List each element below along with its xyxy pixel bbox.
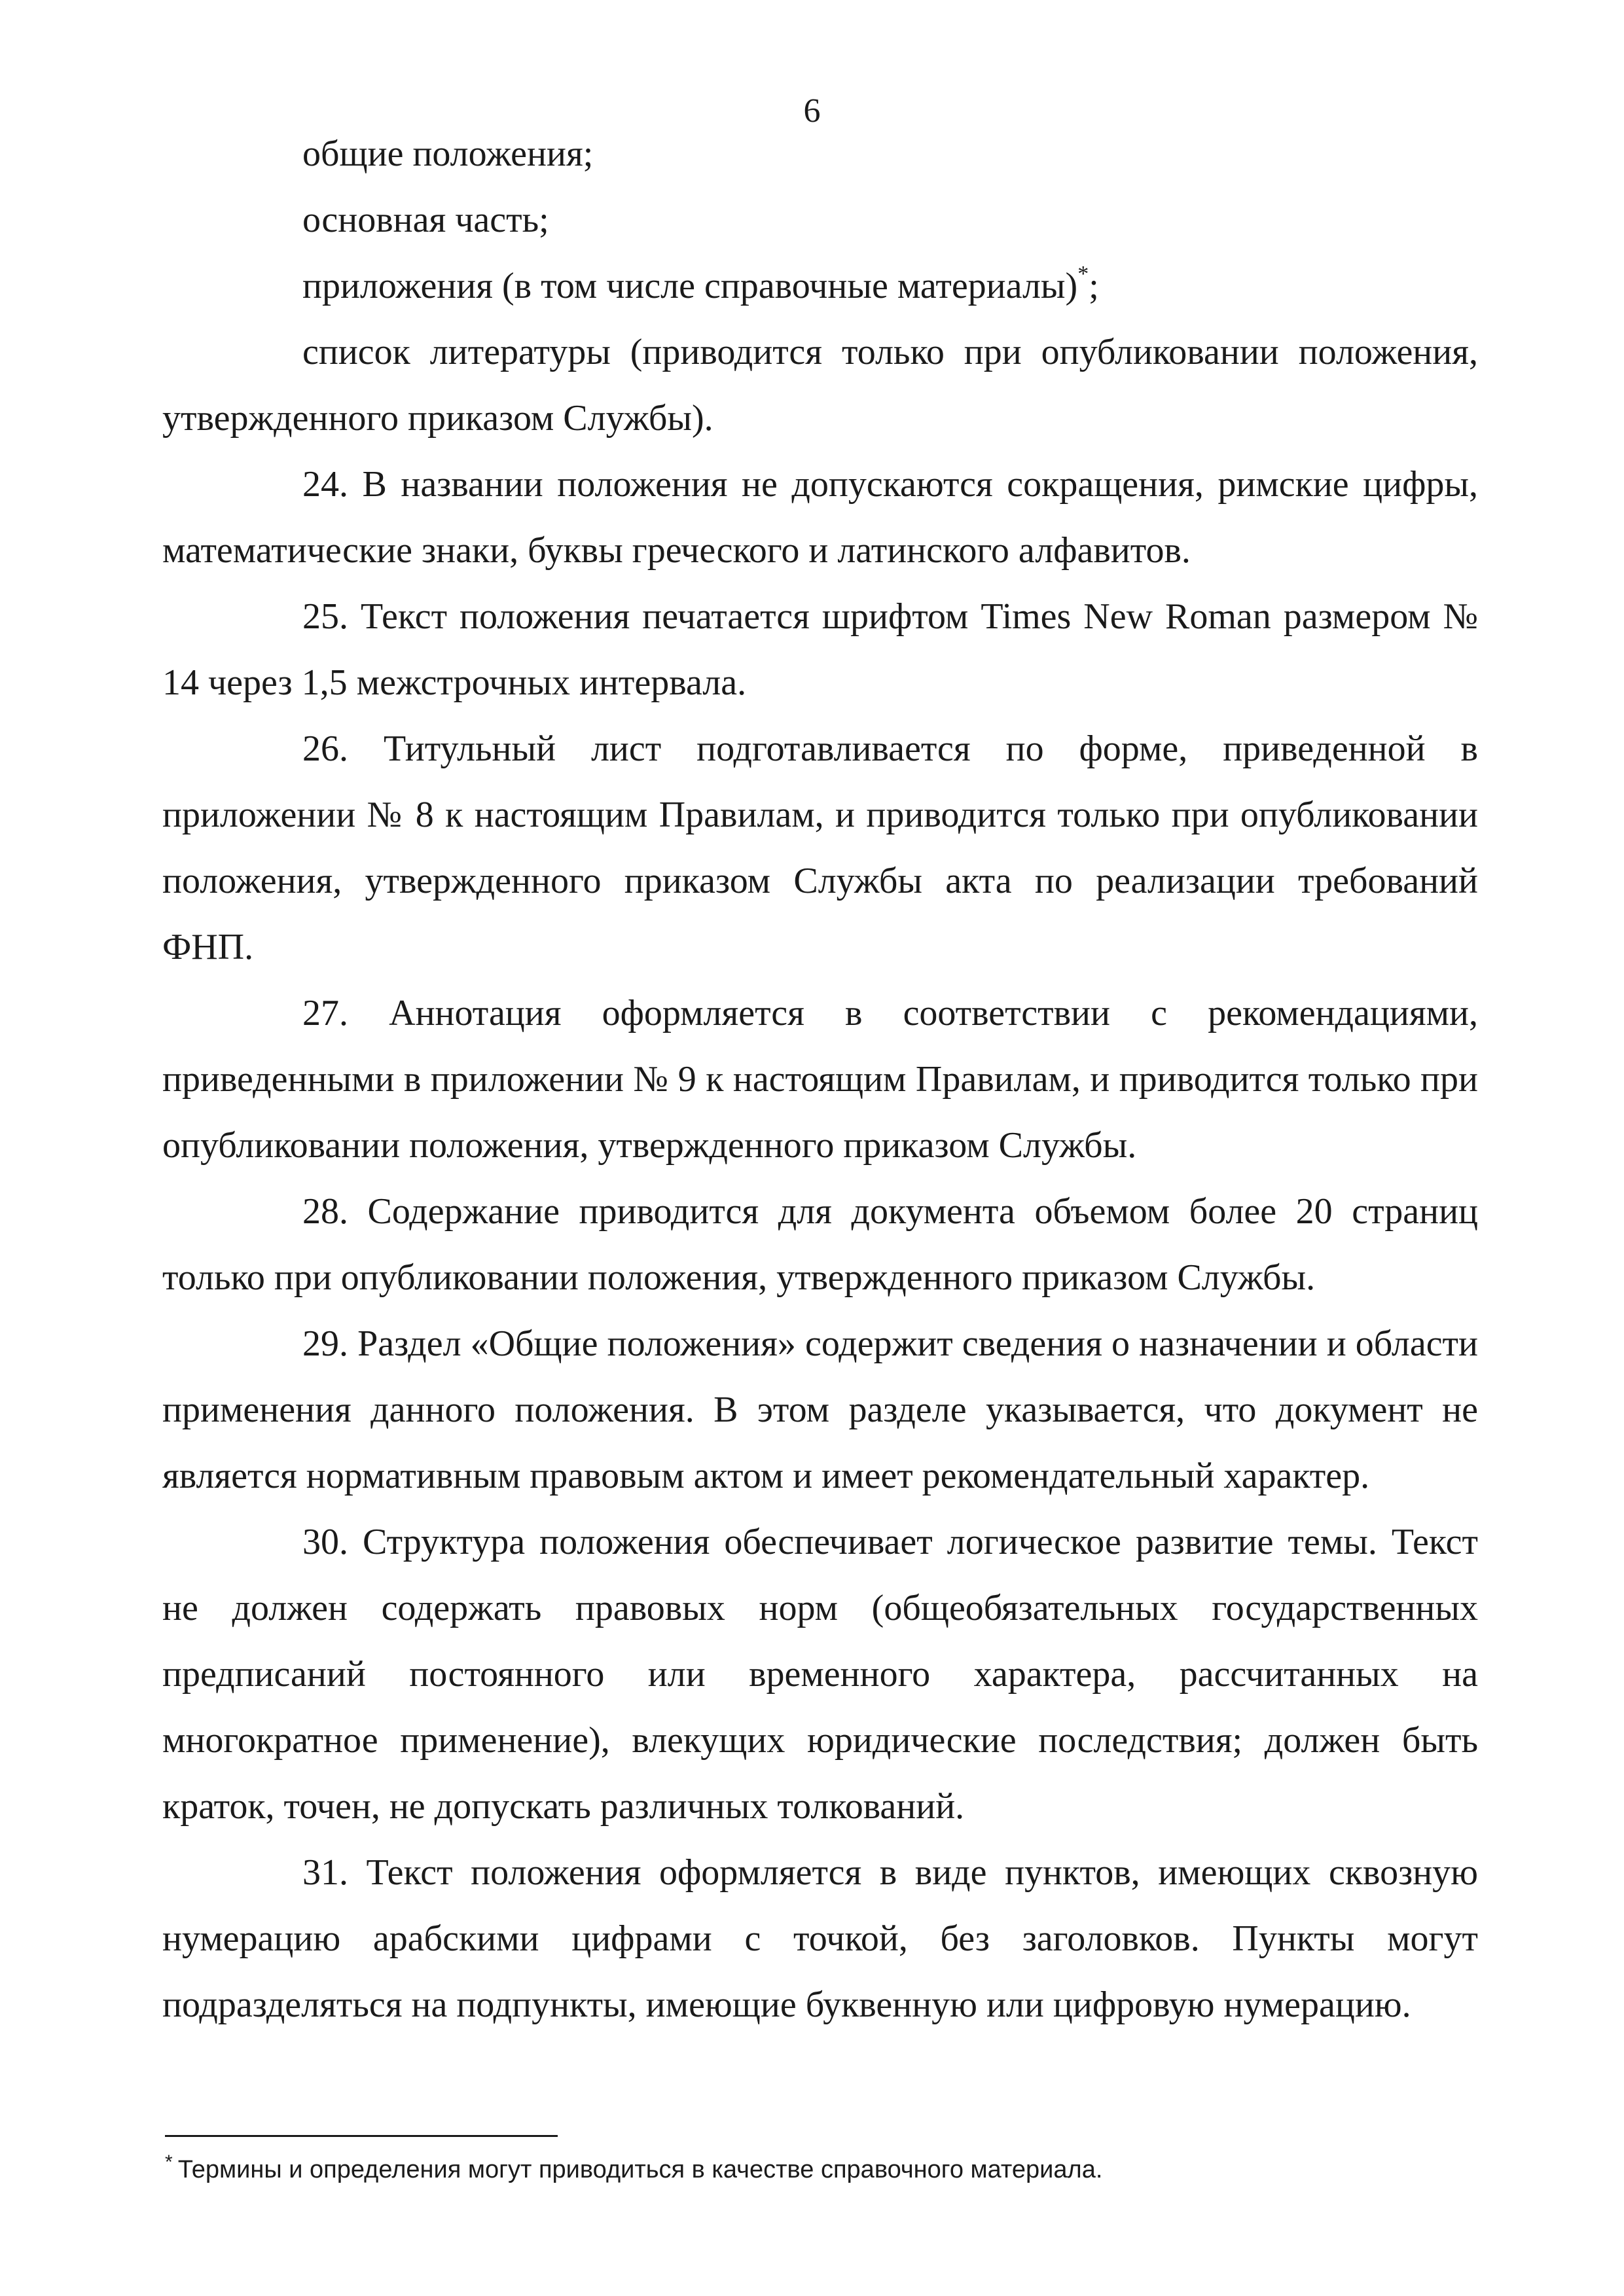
paragraph-31: 31. Текст положения оформляется в виде пунктов, имеющих сквозную нумерацию арабскими цифрами с точкой, без заголовков. Пункты могут подразделяться на подпункты, имеющие буквенную или цифровую нумерацию. — [162, 1852, 1478, 2025]
paragraph-24: 24. В названии положения не допускаются сокращения, римские цифры, математические знаки, буквы греческого и латинского алфавитов. — [162, 464, 1478, 571]
page-number: 6 — [803, 92, 821, 130]
paragraph-28: 28. Содержание приводится для документа объемом более 20 страниц только при опубликовании положения, утвержденного приказом Службы. — [162, 1191, 1478, 1298]
footnote-text: Термины и определения могут приводиться в качестве справочного материала. — [177, 2156, 1103, 2183]
paragraph-27: 27. Аннотация оформляется в соответствии с рекомендациями, приведенными в приложении № 9 к настоящим Правилам, и приводится только при опубликовании положения, утвержденного приказом Службы. — [162, 993, 1478, 1166]
footnote-reference: * — [1077, 262, 1089, 286]
list-item: общие положения; — [302, 134, 594, 174]
list-item-punctuation: ; — [1089, 266, 1099, 306]
footnote-separator — [165, 2135, 558, 2137]
list-item-text: приложения (в том числе справочные материалы) — [302, 266, 1078, 306]
footnote — [165, 2147, 1474, 2185]
document-body — [162, 121, 1478, 2038]
list-item: список литературы (приводится только при опубликовании положения, утвержденного приказом Службы). — [162, 332, 1478, 439]
paragraph-30: 30. Структура положения обеспечивает логическое развитие темы. Текст не должен содержать правовых норм (общеобязательных государственных предписаний постоянного или временного характера, рассчитанных на многократное применение), влекущих юридические последствия; должен быть краток, точен, не допускать различных толкований. — [162, 1522, 1478, 1827]
paragraph-25: 25. Текст положения печатается шрифтом Times New Roman размером № 14 через 1,5 межстрочных интервала. — [162, 596, 1478, 703]
footnote-mark: * — [165, 2151, 173, 2173]
paragraph-26: 26. Титульный лист подготавливается по форме, приведенной в приложении № 8 к настоящим Правилам, и приводится только при опубликовании положения, утвержденного приказом Службы акта по реализации требований ФНП. — [162, 728, 1478, 967]
list-item: основная часть; — [302, 200, 549, 240]
list-item — [162, 253, 1478, 319]
paragraph-29: 29. Раздел «Общие положения» содержит сведения о назначении и области применения данного положения. В этом разделе указывается, что документ не является нормативным правовым актом и имеет рекомендательный характер. — [162, 1323, 1478, 1496]
